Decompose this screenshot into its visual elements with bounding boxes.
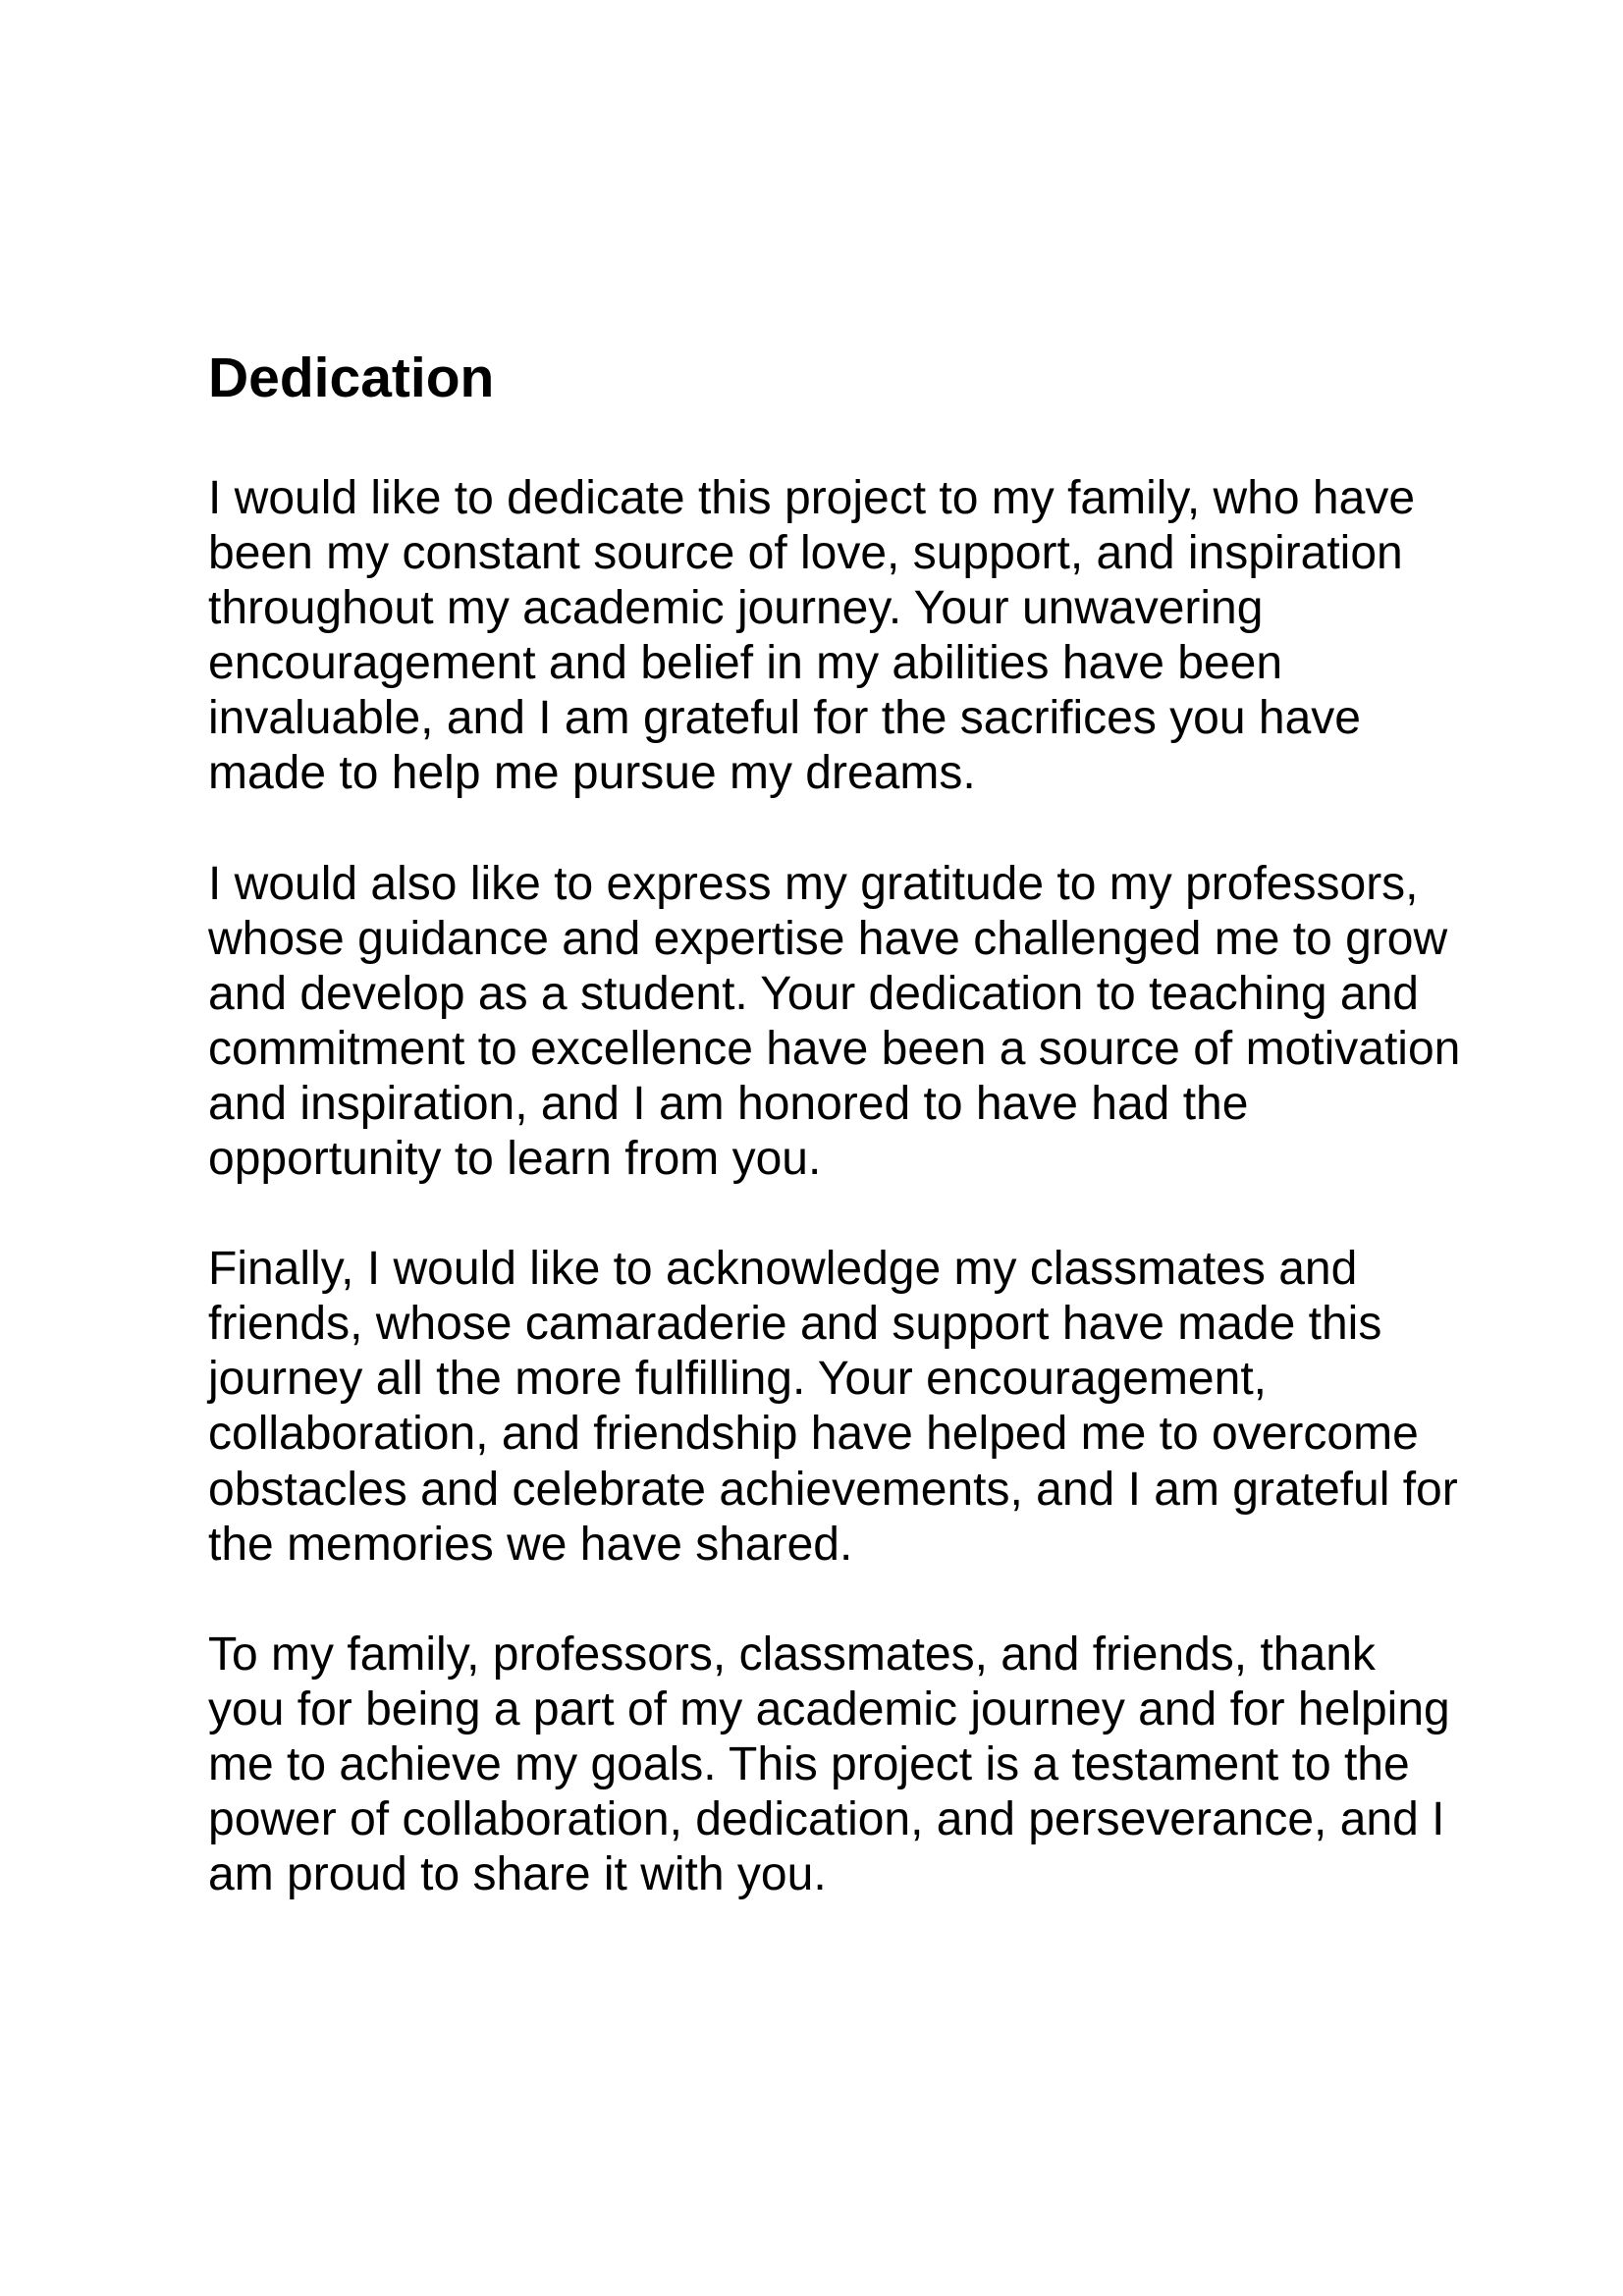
text-line: power of collaboration, dedication, and perseverance, and I xyxy=(208,1792,1445,1845)
text-line: commitment to excellence have been a source of motivation xyxy=(208,1022,1461,1075)
text-line: made to help me pursue my dreams. xyxy=(208,747,976,800)
text-line: journey all the more fulfilling. Your encouragement, xyxy=(208,1353,1267,1406)
text-line: friends, whose camaraderie and support have made this xyxy=(208,1298,1382,1351)
paragraph-classmates xyxy=(208,1242,1514,1573)
text-line: To my family, professors, classmates, and friends, thank xyxy=(208,1628,1376,1681)
text-line: obstacles and celebrate achievements, and I am grateful for xyxy=(208,1463,1458,1516)
text-line: collaboration, and friendship have helped me to overcome xyxy=(208,1408,1419,1461)
text-line: I would like to dedicate this project to my family, who have xyxy=(208,472,1416,524)
text-line: invaluable, and I am grateful for the sacrifices you have xyxy=(208,692,1361,745)
dedication-body xyxy=(208,471,1514,1902)
text-line: throughout my academic journey. Your unwavering xyxy=(208,582,1264,635)
text-line: opportunity to learn from you. xyxy=(208,1133,822,1186)
page-title: Dedication xyxy=(208,347,495,409)
text-line: I would also like to express my gratitude to my professors, xyxy=(208,857,1419,910)
paragraph-family xyxy=(208,471,1514,802)
paragraph-closing xyxy=(208,1628,1514,1902)
text-line: am proud to share it with you. xyxy=(208,1848,827,1901)
text-line: Finally, I would like to acknowledge my classmates and xyxy=(208,1243,1358,1296)
text-line: whose guidance and expertise have challenged me to grow xyxy=(208,912,1448,965)
text-line: you for being a part of my academic journey and for helping xyxy=(208,1682,1450,1735)
text-line: the memories we have shared. xyxy=(208,1518,853,1571)
text-line: me to achieve my goals. This project is a testament to the xyxy=(208,1737,1410,1790)
dedication-section xyxy=(208,334,1514,1957)
text-line: and inspiration, and I am honored to have had the xyxy=(208,1077,1249,1130)
text-line: been my constant source of love, support, and inspiration xyxy=(208,527,1403,580)
text-line: encouragement and belief in my abilities have been xyxy=(208,637,1283,690)
paragraph-professors xyxy=(208,857,1514,1188)
text-line: and develop as a student. Your dedication to teaching and xyxy=(208,967,1419,1020)
